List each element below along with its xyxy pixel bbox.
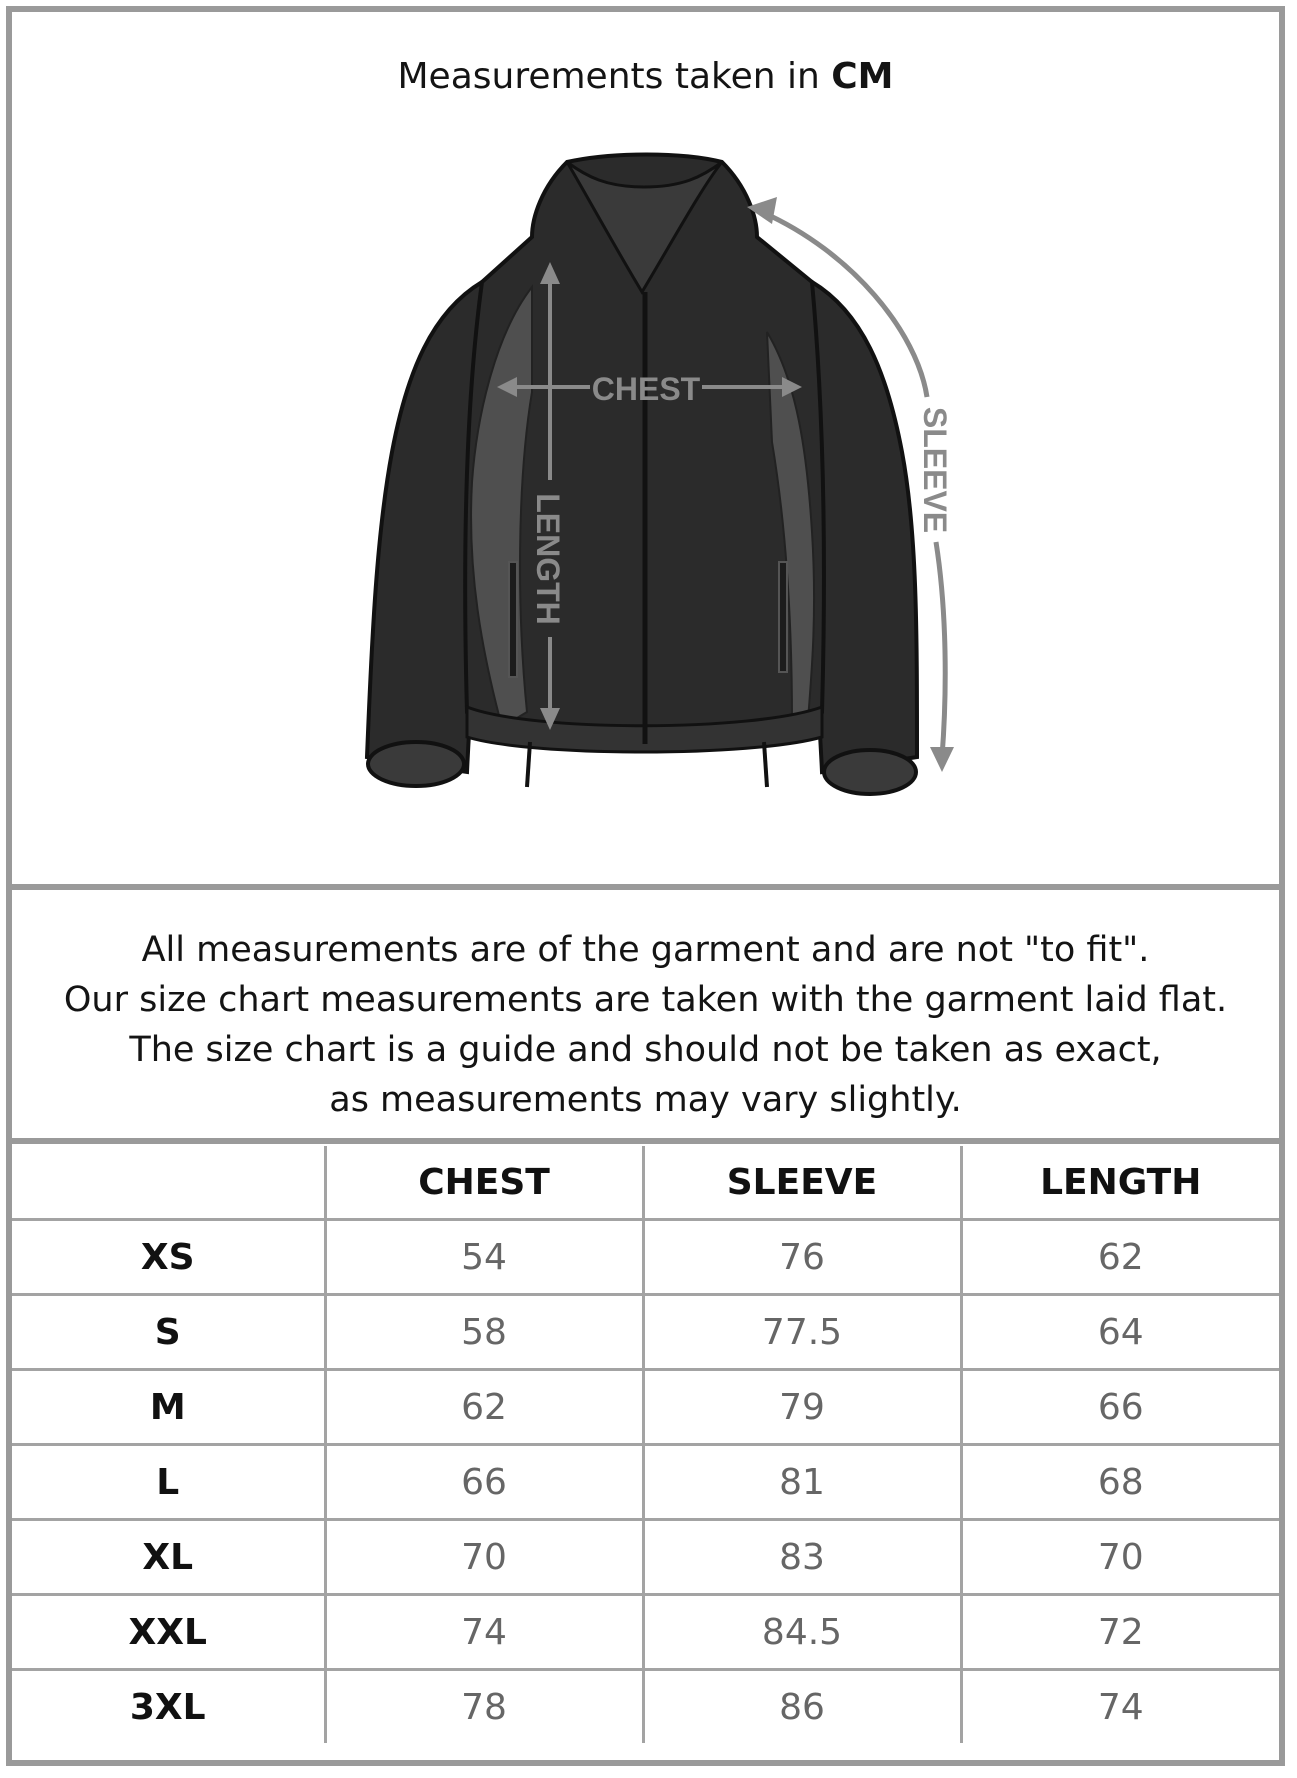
sleeve-value: 76	[643, 1220, 961, 1295]
sleeve-value: 81	[643, 1445, 961, 1520]
right-cuff	[824, 750, 916, 794]
table-row	[12, 1595, 1279, 1670]
length-value: 66	[961, 1370, 1279, 1445]
sleeve-value: 83	[643, 1520, 961, 1595]
table-row	[12, 1520, 1279, 1595]
table-row	[12, 1670, 1279, 1744]
header-sleeve: SLEEVE	[643, 1146, 961, 1220]
size-label: 3XL	[12, 1670, 325, 1744]
right-drawcord	[764, 742, 767, 787]
size-label: XS	[12, 1220, 325, 1295]
chest-value: 78	[325, 1670, 643, 1744]
sleeve-value: 86	[643, 1670, 961, 1744]
chest-value: 58	[325, 1295, 643, 1370]
right-pocket	[779, 562, 787, 672]
length-value: 62	[961, 1220, 1279, 1295]
disclaimer-line: Our size chart measurements are taken with the garment laid flat.	[63, 980, 1228, 1020]
sleeve-value: 79	[643, 1370, 961, 1445]
disclaimer-line: as measurements may vary slightly.	[329, 1080, 962, 1120]
title-prefix: Measurements taken in	[397, 56, 820, 97]
size-label: S	[12, 1295, 325, 1370]
chest-value: 66	[325, 1445, 643, 1520]
size-label: XL	[12, 1520, 325, 1595]
table-header-row	[12, 1146, 1279, 1220]
chest-label: CHEST	[591, 371, 701, 407]
size-chart-frame	[6, 6, 1285, 1766]
length-label: LENGTH	[530, 493, 566, 625]
size-label: XXL	[12, 1595, 325, 1670]
chest-value: 54	[325, 1220, 643, 1295]
length-value: 72	[961, 1595, 1279, 1670]
chest-value: 62	[325, 1370, 643, 1445]
size-label: M	[12, 1370, 325, 1445]
size-table	[12, 1146, 1279, 1743]
sleeve-label: SLEEVE	[917, 406, 953, 534]
left-pocket	[509, 562, 517, 677]
length-value: 68	[961, 1445, 1279, 1520]
table-row	[12, 1295, 1279, 1370]
length-value: 70	[961, 1520, 1279, 1595]
left-cuff	[368, 742, 464, 786]
size-label: L	[12, 1445, 325, 1520]
header-size	[12, 1146, 325, 1220]
diagram-panel	[12, 12, 1279, 890]
disclaimer-line: The size chart is a guide and should not be taken as exact,	[129, 1030, 1162, 1070]
left-drawcord	[527, 742, 530, 787]
sleeve-arrow-bottom	[930, 747, 954, 772]
jacket-diagram	[12, 12, 1279, 884]
length-value: 74	[961, 1670, 1279, 1744]
title-unit: CM	[831, 56, 894, 97]
disclaimer-line: All measurements are of the garment and are not "to fit".	[141, 930, 1150, 970]
sleeve-value: 84.5	[643, 1595, 961, 1670]
sleeve-value: 77.5	[643, 1295, 961, 1370]
table-row	[12, 1370, 1279, 1445]
header-length: LENGTH	[961, 1146, 1279, 1220]
disclaimer-text	[12, 925, 1279, 1125]
length-value: 64	[961, 1295, 1279, 1370]
chest-value: 70	[325, 1520, 643, 1595]
header-chest: CHEST	[325, 1146, 643, 1220]
disclaimer-panel	[12, 890, 1279, 1144]
chest-value: 74	[325, 1595, 643, 1670]
table-row	[12, 1445, 1279, 1520]
table-row	[12, 1220, 1279, 1295]
